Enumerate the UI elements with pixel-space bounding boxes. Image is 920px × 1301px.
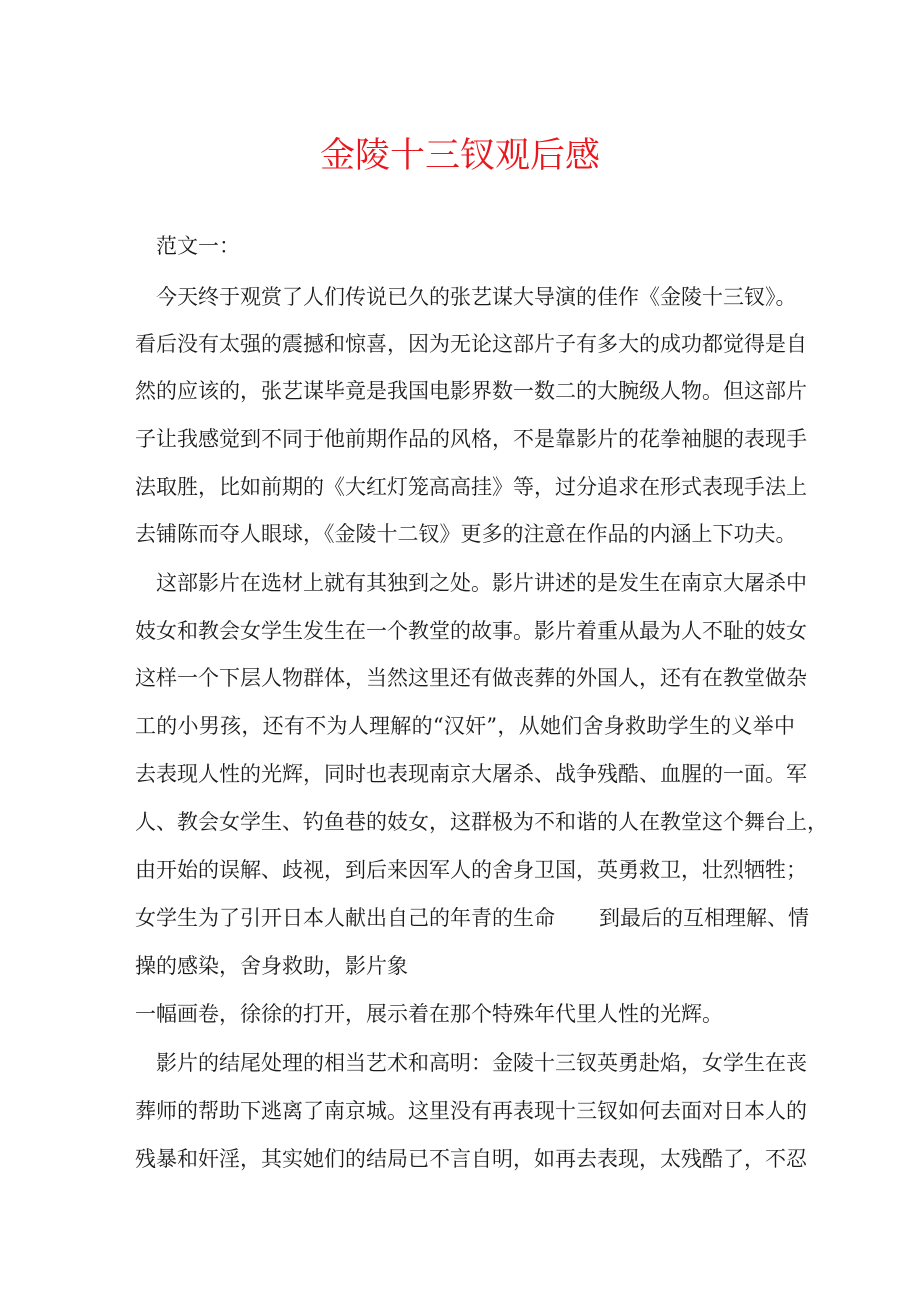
document-title: 金陵十三钗观后感 (319, 136, 600, 176)
paragraph-2-line-9: 操的感染，舍身救助，影片象 (135, 954, 408, 978)
paragraph-2-line-3: 这样一个下层人物群体，当然这里还有做丧葬的外国人，还有在教堂做杂 (135, 666, 807, 690)
paragraph-2-line-5: 去表现人性的光辉，同时也表现南京大屠杀、战争残酷、血腥的一面。军 (135, 762, 807, 786)
paragraph-2-line-1: 这部影片在选材上就有其独到之处。影片讲述的是发生在南京大屠杀中 (156, 571, 807, 595)
paragraph-2-line-8-part-a: 女学生为了引开日本人献出自己的年青的生命 (135, 906, 555, 930)
paragraph-2-line-7: 由开始的误解、歧视，到后来因军人的舍身卫国，英勇救卫，壮烈牺牲； (135, 858, 807, 882)
paragraph-2-line-10: 一幅画卷，徐徐的打开，展示着在那个特殊年代里人性的光辉。 (135, 1002, 723, 1026)
paragraph-2-line-2: 妓女和教会女学生发生在一个教堂的故事。影片着重从最为人不耻的妓女 (135, 619, 807, 643)
paragraph-2-line-8 (135, 901, 809, 935)
paragraph-1-line-5: 法取胜，比如前期的《大红灯笼高高挂》等，过分追求在形式表现手法上 (135, 475, 807, 499)
paragraph-1-line-1: 今天终于观赏了人们传说已久的张艺谋大导演的佳作《金陵十三钗》。 (156, 285, 797, 309)
paragraph-3-line-1: 影片的结尾处理的相当艺术和高明：金陵十三钗英勇赴焰，女学生在丧 (156, 1051, 807, 1075)
paragraph-1-line-4: 子让我感觉到不同于他前期作品的风格，不是靠影片的花拳袖腿的表现手 (135, 427, 807, 451)
section-label: 范文一： (156, 234, 240, 258)
paragraph-2-line-6: 人、教会女学生、钓鱼巷的妓女，这群极为不和谐的人在教堂这个舞台上， (135, 810, 828, 834)
paragraph-1-line-6: 去铺陈而夺人眼球，《金陵十二钗》更多的注意在作品的内涵上下功夫。 (135, 522, 797, 546)
paragraph-1-line-2: 看后没有太强的震撼和惊喜，因为无论这部片子有多大的成功都觉得是自 (135, 332, 807, 356)
paragraph-1-line-3: 然的应该的，张艺谋毕竟是我国电影界数一数二的大腕级人物。但这部片 (135, 379, 807, 403)
paragraph-3-line-2: 葬师的帮助下逃离了南京城。这里没有再表现十三钗如何去面对日本人的 (135, 1099, 807, 1123)
paragraph-3-line-3: 残暴和奸淫，其实她们的结局已不言自明，如再去表现，太残酷了，不忍 (135, 1147, 807, 1171)
paragraph-2-line-4: 工的小男孩，还有不为人理解的“汉奸”，从她们舍身救助学生的义举中 (135, 714, 795, 738)
paragraph-2-line-8-part-b: 到最后的互相理解、情 (599, 906, 809, 930)
